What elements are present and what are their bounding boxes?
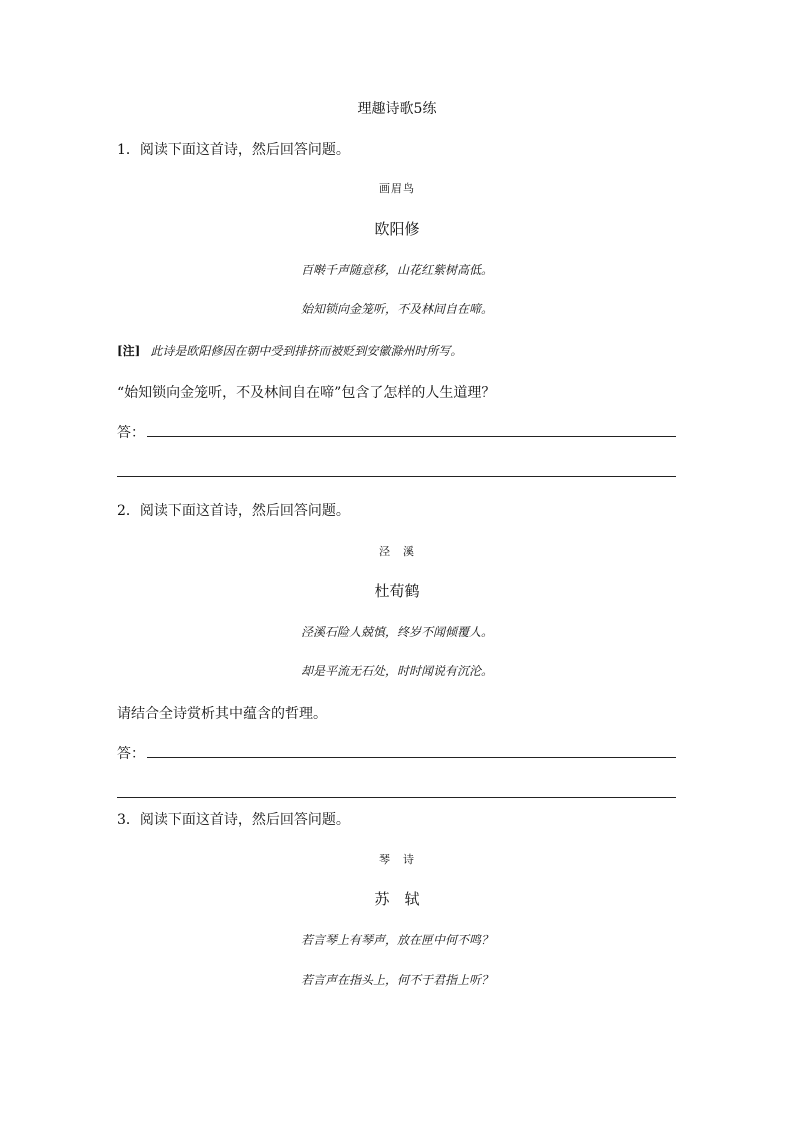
answer-2-line-1[interactable]	[147, 757, 676, 758]
poem-2-line-2: 却是平流无石处，时时闻说有沉沦。	[300, 664, 493, 678]
poem-1-line-1: 百啭千声随意移，山花红紫树高低。	[300, 263, 493, 277]
instruction-text: 阅读下面这首诗，然后回答问题。	[139, 142, 350, 158]
answer-2-label: 答：	[117, 746, 145, 762]
poem-3-title: 琴 诗	[379, 853, 415, 866]
question-2-instruction	[117, 500, 350, 520]
poem-1-note	[117, 342, 462, 359]
poem-2-author: 杜荀鹤	[374, 582, 420, 600]
question-number: 3．	[117, 812, 140, 828]
question-number: 2．	[117, 503, 140, 519]
answer-2-line-2[interactable]	[117, 797, 676, 798]
instruction-text: 阅读下面这首诗，然后回答问题。	[139, 812, 350, 828]
note-text: 此诗是欧阳修因在朝中受到排挤而被贬到安徽滁州时所写。	[150, 344, 463, 358]
poem-1-title: 画眉鸟	[379, 182, 415, 195]
poem-2-title: 泾 溪	[379, 545, 415, 558]
poem-2-line-1: 泾溪石险人兢慎，终岁不闻倾覆人。	[300, 625, 493, 639]
answer-1-line-2[interactable]	[117, 476, 676, 477]
answer-1-line-1[interactable]	[147, 436, 676, 437]
note-tag: [注]	[117, 344, 141, 358]
question-2-prompt: 请结合全诗赏析其中蕴含的哲理。	[117, 706, 327, 722]
question-1-instruction	[117, 139, 350, 159]
poem-3-line-2: 若言声在指头上，何不于君指上听？	[300, 973, 493, 987]
question-3-instruction	[117, 809, 350, 829]
document-title: 理趣诗歌5练	[357, 101, 437, 117]
poem-3-line-1: 若言琴上有琴声，放在匣中何不鸣？	[300, 933, 493, 947]
answer-1-label: 答：	[117, 425, 145, 441]
question-1-prompt: “始知锁向金笼听，不及林间自在啼”包含了怎样的人生道理？	[117, 385, 496, 401]
instruction-text: 阅读下面这首诗，然后回答问题。	[139, 503, 350, 519]
poem-1-line-2: 始知锁向金笼听，不及林间自在啼。	[300, 302, 493, 316]
poem-1-author: 欧阳修	[374, 220, 420, 238]
poem-3-author: 苏 轼	[374, 890, 420, 908]
question-number: 1．	[117, 142, 140, 158]
